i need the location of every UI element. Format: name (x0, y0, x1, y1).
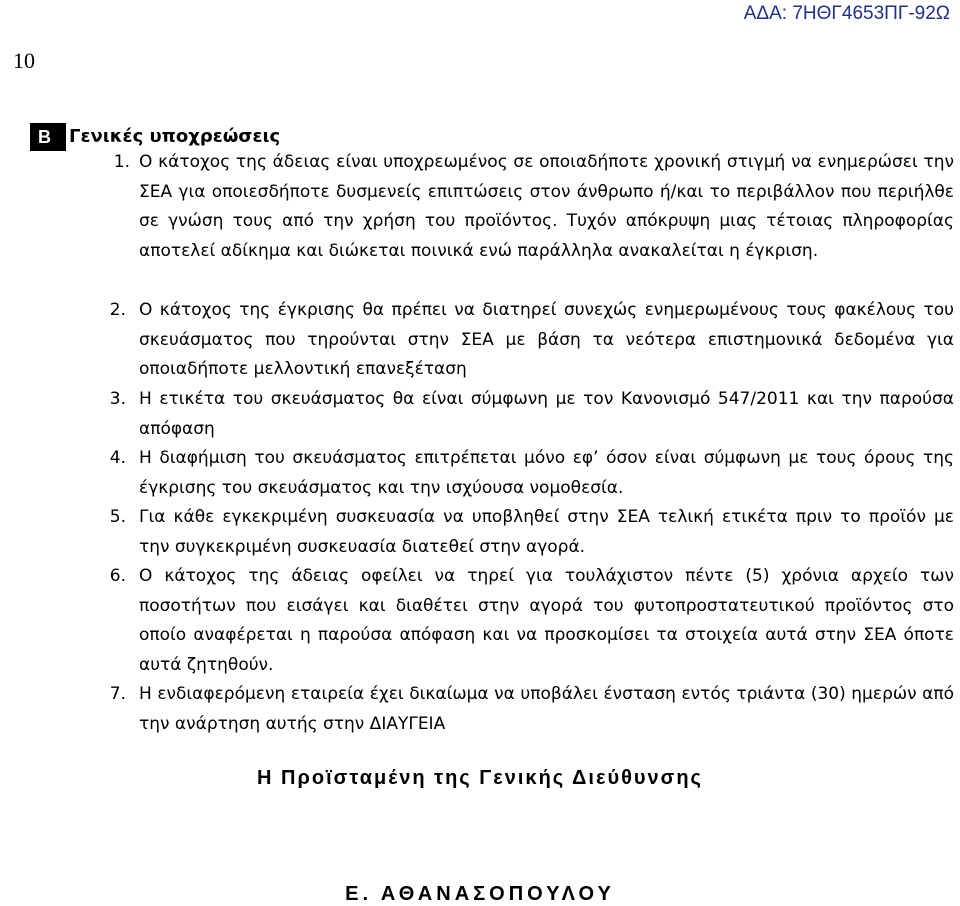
item-text: Η ενδιαφερόμενη εταιρεία έχει δικαίωμα να υποβάλει ένσταση εντός τριάντα (30) ημερών από την ανάρτηση αυτής στην ΔΙΑΥΓΕΙΑ (139, 684, 954, 734)
item-number: 6. (109, 566, 126, 586)
item-number: 2. (109, 300, 126, 320)
signature-name: Ε. ΑΘΑΝΑΣΟΠΟΥΛΟΥ (345, 883, 615, 905)
item-number: 1. (113, 152, 130, 172)
page-number: 10 (13, 48, 35, 73)
item-number: 4. (109, 448, 126, 468)
section-title: Γενικές υποχρεώσεις (69, 126, 281, 147)
item-number: 5. (109, 507, 126, 527)
section-letter: B (30, 123, 66, 151)
item-text: Ο κάτοχος της άδειας οφείλει να τηρεί για τουλάχιστον πέντε (5) χρόνια αρχείο των ποσοτήτων που εισάγει και διαθέτει στην αγορά του φυτοπροστατευτικού προϊόντος στο οποίο αναφέρεται η παρούσα απόφαση και να προσκομίσει τα στοιχεία αυτά στην ΣΕΑ όποτε αυτά ζητηθούν. (139, 566, 954, 675)
item-text: Η ετικέτα του σκευάσματος θα είναι σύμφωνη με τον Κανονισμό 547/2011 και την παρούσα απόφαση (139, 389, 954, 439)
item-text: Ο κάτοχος της έγκρισης θα πρέπει να διατηρεί συνεχώς ενημερωμένους τους φακέλους του σκευάσματος που τηρούνται στην ΣΕΑ με βάση τα νεότερα επιστημονικά δεδομένα για οποιαδήποτε μελλοντική επανεξέταση (139, 300, 954, 380)
item-text: Η διαφήμιση του σκευάσματος επιτρέπεται μόνο εφ’ όσον είναι σύμφωνη με τους όρους της έγκρισης του σκευάσματος και την ισχύουσα νομοθεσία. (139, 448, 954, 498)
signature-title: Η Προϊσταμένη της Γενικής Διεύθυνσης (257, 767, 703, 789)
item-number: 7. (109, 684, 126, 704)
item-text: Για κάθε εγκεκριμένη συσκευασία να υποβληθεί στην ΣΕΑ τελική ετικέτα πριν το προϊόν με την συγκεκριμένη συσκευασία διατεθεί στην αγορά. (139, 507, 954, 557)
item-text: Ο κάτοχος της άδειας είναι υποχρεωμένος σε οποιαδήποτε χρονική στιγμή να ενημερώσει την ΣΕΑ για οποιεσδήποτε δυσμενείς επιπτώσεις στον άνθρωπο ή/και το περιβάλλον που περιήλθε σε γνώση τους από την χρήση του προϊόντος. Τυχόν απόκρυψη μιας τέτοιας πληροφορίας αποτελεί αδίκημα και διώκεται ποινικά ενώ παράλληλα ανακαλείται η έγκριση. (139, 152, 954, 261)
item-number: 3. (109, 389, 126, 409)
ada-code: ΑΔΑ: 7ΗΘΓ4653ΠΓ-92Ω (743, 3, 950, 24)
